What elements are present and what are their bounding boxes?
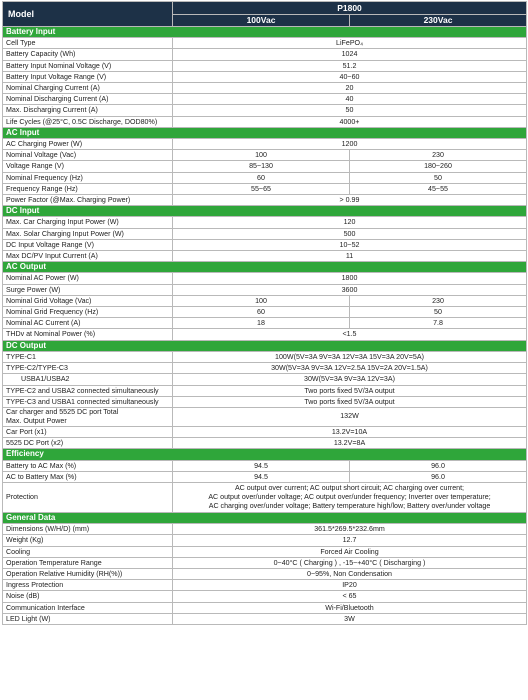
spec-label: Power Factor (@Max. Charging Power) xyxy=(3,195,173,206)
spec-value: 1800 xyxy=(173,273,527,284)
spec-value: 1024 xyxy=(173,49,527,60)
value-100vac: 100 xyxy=(173,150,350,161)
model-header: Model xyxy=(3,2,173,27)
section-title: Battery Input xyxy=(3,27,527,38)
spec-label: USBA1/USBA2 xyxy=(3,374,173,385)
spec-row xyxy=(3,524,527,535)
section-title: DC Output xyxy=(3,340,527,351)
protection-line: AC output over current; AC output short circuit; AC charging over current; xyxy=(234,483,465,492)
spec-value: Wi-Fi/Bluetooth xyxy=(173,602,527,613)
spec-row xyxy=(3,94,527,105)
spec-label: Operation Temperature Range xyxy=(3,557,173,568)
section-eff xyxy=(3,449,527,460)
spec-label: Car Port (x1) xyxy=(3,426,173,437)
spec-label: TYPE-C3 and USBA1 connected simultaneously xyxy=(3,396,173,407)
section-title: AC Output xyxy=(3,262,527,273)
value-230vac: 230 xyxy=(350,295,527,306)
spec-label: Nominal Voltage (Vac) xyxy=(3,150,173,161)
spec-label: Voltage Range (V) xyxy=(3,161,173,172)
spec-value: 1200 xyxy=(173,139,527,150)
spec-label: Nominal AC Power (W) xyxy=(3,273,173,284)
spec-value: 3600 xyxy=(173,284,527,295)
spec-label: Ingress Protection xyxy=(3,580,173,591)
spec-label: TYPE-C2/TYPE-C3 xyxy=(3,363,173,374)
spec-row xyxy=(3,580,527,591)
spec-label: LED Light (W) xyxy=(3,613,173,624)
value-230vac: 180~260 xyxy=(350,161,527,172)
value-100vac: 94.5 xyxy=(173,460,350,471)
protection-line: AC charging over/under voltage; Battery temperature high/low; Battery over/under voltage xyxy=(208,501,491,510)
spec-value: 12.7 xyxy=(173,535,527,546)
section-ac xyxy=(3,127,527,138)
section-title: DC Input xyxy=(3,206,527,217)
section-dc xyxy=(3,206,527,217)
voltage-230-header: 230Vac xyxy=(350,15,527,27)
spec-row xyxy=(3,295,527,306)
spec-row xyxy=(3,329,527,340)
spec-value: Two ports fixed 5V/3A output xyxy=(173,385,527,396)
spec-label: Nominal Frequency (Hz) xyxy=(3,172,173,183)
spec-table xyxy=(2,1,527,625)
spec-label: Max. Solar Charging Input Power (W) xyxy=(3,228,173,239)
value-100vac: 60 xyxy=(173,172,350,183)
spec-row xyxy=(3,318,527,329)
spec-label: Weight (Kg) xyxy=(3,535,173,546)
value-230vac: 50 xyxy=(350,307,527,318)
voltage-100-header: 100Vac xyxy=(173,15,350,27)
spec-value: 20 xyxy=(173,83,527,94)
value-100vac: 60 xyxy=(173,307,350,318)
spec-value: 361.5*269.5*232.6mm xyxy=(173,524,527,535)
spec-label: Cooling xyxy=(3,546,173,557)
spec-label: Life Cycles (@25°C, 0.5C Discharge, DOD80%) xyxy=(3,116,173,127)
section-title: General Data xyxy=(3,512,527,523)
spec-label: Nominal Discharging Current (A) xyxy=(3,94,173,105)
spec-row xyxy=(3,407,527,426)
spec-row xyxy=(3,161,527,172)
spec-row xyxy=(3,172,527,183)
value-230vac: 45~55 xyxy=(350,183,527,194)
spec-value: < 65 xyxy=(173,591,527,602)
spec-value: 10~52 xyxy=(173,239,527,250)
section-acout xyxy=(3,262,527,273)
spec-label: THDv at Nominal Power (%) xyxy=(3,329,173,340)
spec-row xyxy=(3,139,527,150)
value-230vac: 230 xyxy=(350,150,527,161)
value-230vac: 96.0 xyxy=(350,460,527,471)
section-title: AC Input xyxy=(3,127,527,138)
spec-label: Battery Capacity (Wh) xyxy=(3,49,173,60)
spec-value: 30W(5V=3A 9V=3A 12V=3A) xyxy=(173,374,527,385)
spec-row xyxy=(3,150,527,161)
value-100vac: 55~65 xyxy=(173,183,350,194)
spec-label: Battery Input Voltage Range (V) xyxy=(3,71,173,82)
spec-value: IP20 xyxy=(173,580,527,591)
spec-label: Communication Interface xyxy=(3,602,173,613)
spec-label: Max. Discharging Current (A) xyxy=(3,105,173,116)
spec-label: Noise (dB) xyxy=(3,591,173,602)
spec-row xyxy=(3,284,527,295)
spec-row xyxy=(3,546,527,557)
spec-value: 120 xyxy=(173,217,527,228)
section-general xyxy=(3,512,527,523)
value-100vac: 85~130 xyxy=(173,161,350,172)
spec-value: <1.5 xyxy=(173,329,527,340)
spec-row xyxy=(3,396,527,407)
spec-value: 11 xyxy=(173,251,527,262)
spec-label: Car charger and 5525 DC port Total Max. Output Power xyxy=(3,407,173,426)
spec-value: 51.2 xyxy=(173,60,527,71)
spec-row xyxy=(3,307,527,318)
spec-row xyxy=(3,251,527,262)
value-100vac: 94.5 xyxy=(173,471,350,482)
value-230vac: 50 xyxy=(350,172,527,183)
spec-row xyxy=(3,438,527,449)
protection-row xyxy=(3,482,527,512)
spec-row xyxy=(3,385,527,396)
section-title: Efficiency xyxy=(3,449,527,460)
value-100vac: 100 xyxy=(173,295,350,306)
spec-value: Two ports fixed 5V/3A output xyxy=(173,396,527,407)
spec-value: 4000+ xyxy=(173,116,527,127)
spec-label: Cell Type xyxy=(3,38,173,49)
spec-value: 40~60 xyxy=(173,71,527,82)
value-100vac: 18 xyxy=(173,318,350,329)
spec-label: TYPE-C1 xyxy=(3,351,173,362)
value-230vac: 96.0 xyxy=(350,471,527,482)
spec-value: 3W xyxy=(173,613,527,624)
spec-row xyxy=(3,49,527,60)
spec-label: Max DC/PV Input Current (A) xyxy=(3,251,173,262)
spec-value: 500 xyxy=(173,228,527,239)
spec-label: Nominal Grid Frequency (Hz) xyxy=(3,307,173,318)
protection-line: AC output over/under voltage; AC output over/under frequency; Inverter over temperature; xyxy=(208,492,491,501)
section-battery xyxy=(3,27,527,38)
spec-label: DC Input Voltage Range (V) xyxy=(3,239,173,250)
section-dcout xyxy=(3,340,527,351)
spec-value: > 0.99 xyxy=(173,195,527,206)
spec-label: TYPE-C2 and USBA2 connected simultaneously xyxy=(3,385,173,396)
spec-row xyxy=(3,557,527,568)
spec-row xyxy=(3,591,527,602)
spec-row xyxy=(3,183,527,194)
spec-row xyxy=(3,38,527,49)
spec-label: Battery Input Nominal Voltage (V) xyxy=(3,60,173,71)
protection-value xyxy=(173,482,527,512)
spec-label: Nominal AC Current (A) xyxy=(3,318,173,329)
spec-label: Battery to AC Max (%) xyxy=(3,460,173,471)
spec-value: 0~95%, Non Condensation xyxy=(173,568,527,579)
spec-row xyxy=(3,239,527,250)
spec-row xyxy=(3,426,527,437)
protection-label: Protection xyxy=(3,482,173,512)
spec-value: 13.2V=8A xyxy=(173,438,527,449)
spec-row xyxy=(3,217,527,228)
spec-value: 30W(5V=3A 9V=3A 12V=2.5A 15V=2A 20V=1.5A) xyxy=(173,363,527,374)
spec-label: AC to Battery Max (%) xyxy=(3,471,173,482)
spec-row xyxy=(3,460,527,471)
spec-row xyxy=(3,60,527,71)
spec-value: 50 xyxy=(173,105,527,116)
spec-label: Frequency Range (Hz) xyxy=(3,183,173,194)
spec-value: 13.2V=10A xyxy=(173,426,527,437)
spec-row xyxy=(3,116,527,127)
spec-value: 0~40°C ( Charging ) , -15~+40°C ( Discharging ) xyxy=(173,557,527,568)
spec-row xyxy=(3,374,527,385)
spec-row xyxy=(3,471,527,482)
spec-row xyxy=(3,195,527,206)
spec-row xyxy=(3,105,527,116)
spec-row xyxy=(3,351,527,362)
spec-value: 40 xyxy=(173,94,527,105)
spec-label: AC Charging Power (W) xyxy=(3,139,173,150)
spec-label: Surge Power (W) xyxy=(3,284,173,295)
spec-label: Max. Car Charging Input Power (W) xyxy=(3,217,173,228)
spec-label: Nominal Grid Voltage (Vac) xyxy=(3,295,173,306)
spec-label: 5525 DC Port (x2) xyxy=(3,438,173,449)
spec-row xyxy=(3,535,527,546)
spec-label: Dimensions (W/H/D) (mm) xyxy=(3,524,173,535)
spec-row xyxy=(3,363,527,374)
spec-row xyxy=(3,71,527,82)
product-header: P1800 xyxy=(173,2,527,15)
spec-row xyxy=(3,613,527,624)
spec-value: 100W(5V=3A 9V=3A 12V=3A 15V=3A 20V=5A) xyxy=(173,351,527,362)
spec-value: Forced Air Cooling xyxy=(173,546,527,557)
header-row xyxy=(3,2,527,15)
spec-value: LiFePO₄ xyxy=(173,38,527,49)
spec-row xyxy=(3,83,527,94)
spec-row xyxy=(3,568,527,579)
spec-label: Operation Relative Humidity (RH(%)) xyxy=(3,568,173,579)
spec-row xyxy=(3,602,527,613)
spec-value: 132W xyxy=(173,407,527,426)
value-230vac: 7.8 xyxy=(350,318,527,329)
spec-row xyxy=(3,228,527,239)
spec-label: Nominal Charging Current (A) xyxy=(3,83,173,94)
spec-row xyxy=(3,273,527,284)
